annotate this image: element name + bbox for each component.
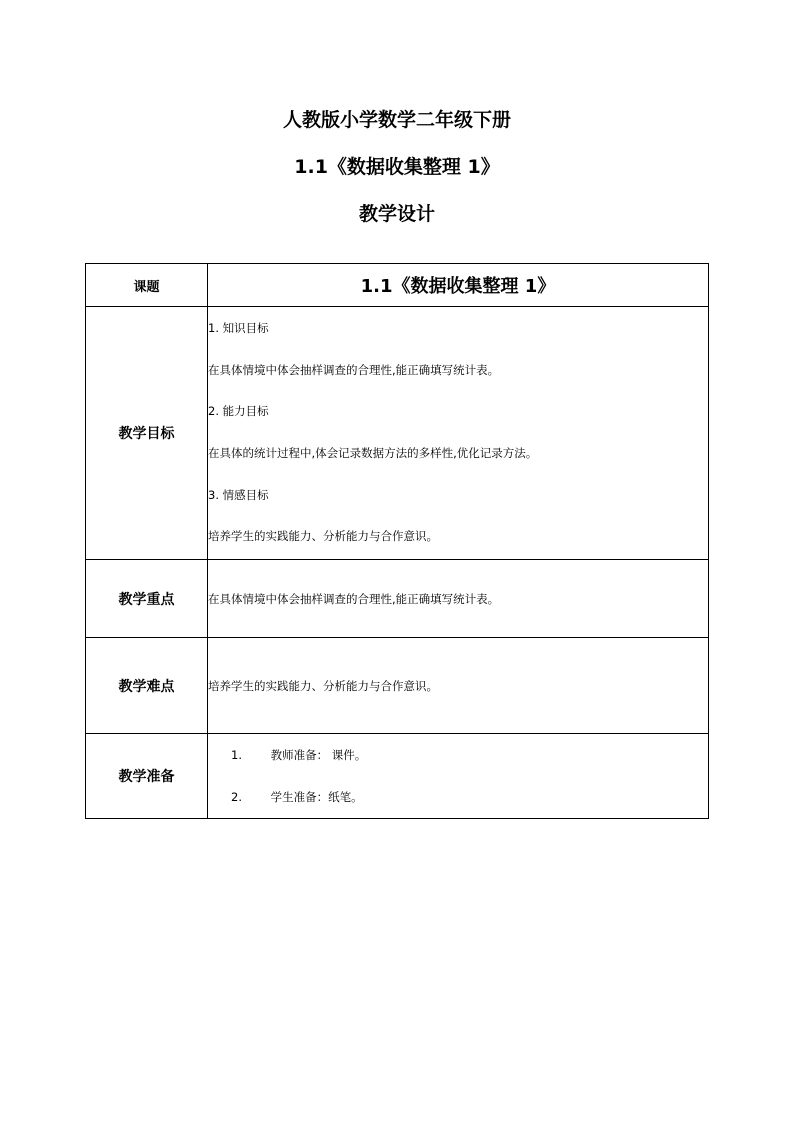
lesson-plan-table	[85, 263, 709, 819]
topic-label: 课题	[86, 264, 208, 307]
goal-heading-ability: 2. 能力目标	[208, 404, 269, 419]
preparation-item	[208, 734, 708, 776]
preparation-item-number: 1.	[231, 748, 242, 762]
preparation-label: 教学准备	[86, 734, 208, 819]
preparation-item-text: 学生准备：纸笔。	[270, 790, 363, 804]
topic-row	[86, 264, 709, 307]
goal-text-ability: 在具体的统计过程中,体会记录数据方法的多样性,优化记录方法。	[208, 446, 538, 460]
goal-text-knowledge: 在具体情境中体会抽样调查的合理性,能正确填写统计表。	[208, 362, 500, 377]
key-points-value: 在具体情境中体会抽样调查的合理性,能正确填写统计表。	[208, 560, 709, 638]
difficulty-label: 教学难点	[86, 638, 208, 734]
preparation-item-number: 2.	[231, 790, 242, 804]
preparation-item-text: 教师准备： 课件。	[270, 748, 367, 762]
goal-text-emotion: 培养学生的实践能力、分析能力与合作意识。	[208, 529, 438, 544]
difficulty-row	[86, 638, 709, 734]
goals-row	[86, 307, 709, 560]
title-line-2: 1.1《数据收集整理 1》	[294, 156, 500, 178]
key-points-label: 教学重点	[86, 560, 208, 638]
title-line-1: 人教版小学数学二年级下册	[282, 109, 511, 131]
preparation-content	[208, 734, 709, 819]
title-line-3: 教学设计	[358, 203, 435, 225]
difficulty-value: 培养学生的实践能力、分析能力与合作意识。	[208, 638, 709, 734]
topic-value: 1.1《数据收集整理 1》	[208, 264, 709, 307]
goals-label: 教学目标	[86, 307, 208, 560]
goal-heading-knowledge: 1. 知识目标	[208, 321, 269, 336]
document-title	[0, 104, 794, 245]
key-points-row	[86, 560, 709, 638]
preparation-row	[86, 734, 709, 819]
goal-heading-emotion: 3. 情感目标	[208, 487, 269, 502]
preparation-item	[208, 776, 708, 818]
goals-content	[208, 307, 709, 560]
